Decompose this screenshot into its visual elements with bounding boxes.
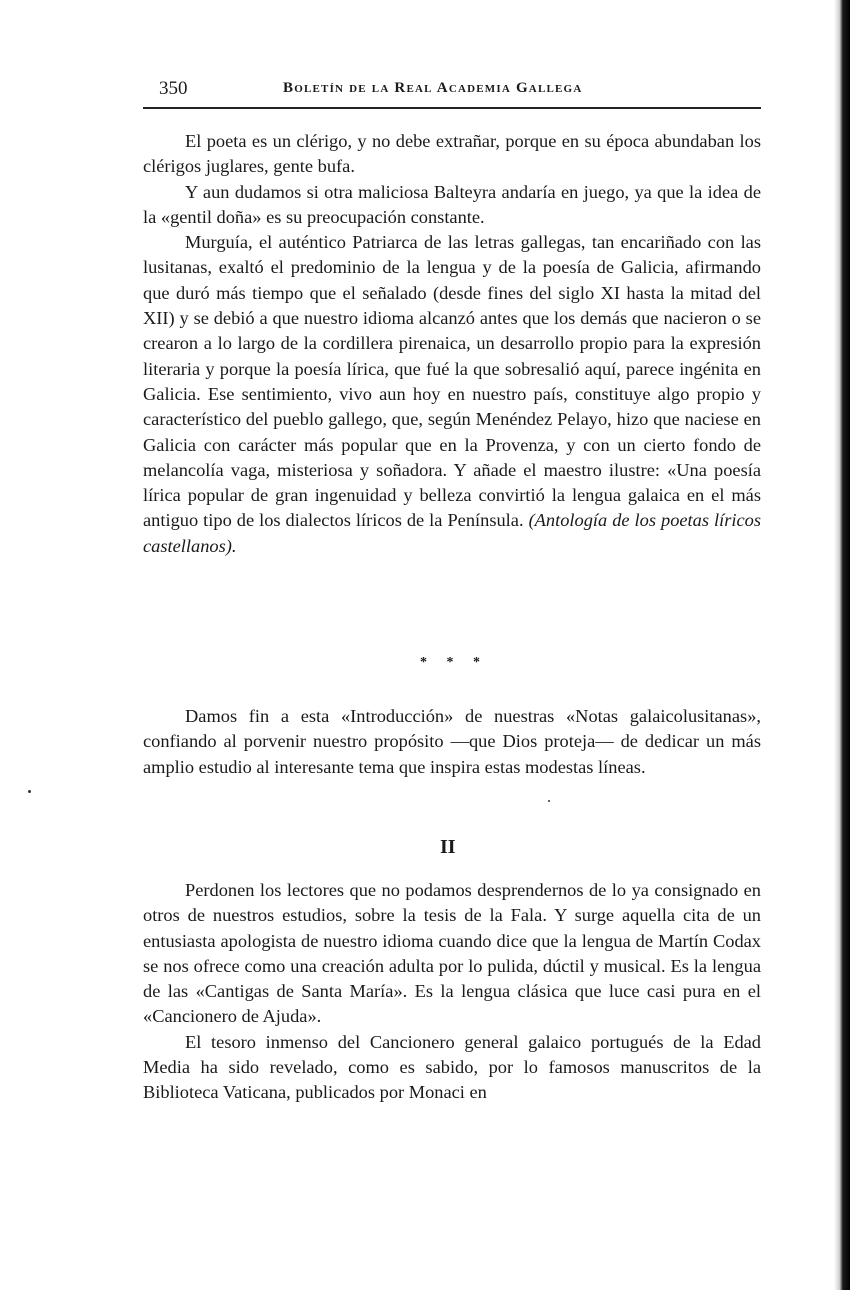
running-title: Boletín de la Real Academia Gallega: [283, 80, 583, 96]
section-heading: II: [440, 836, 456, 858]
section-one-text: [143, 129, 761, 559]
citation: (Antología de los poetas líricos castellanos).: [143, 510, 762, 556]
paragraph-murguia: [143, 230, 761, 559]
paragraph-poet-cleric: El poeta es un clérigo, y no debe extrañar, porque en su época abundaban los clérigos juglares, gente bufa.: [143, 131, 761, 177]
page-number: 350: [159, 78, 188, 99]
print-speck: [548, 800, 550, 802]
section-two-text: [143, 878, 761, 1106]
paragraph-balteyra: Y aun dudamos si otra maliciosa Balteyra andaría en juego, ya que la idea de la «gentil doña» es su preocupación constante.: [143, 181, 761, 227]
intro-close-text: [143, 704, 761, 780]
paragraph-fala: Perdonen los lectores que no podamos desprendernos de lo ya consignado en otros de nuestros estudios, sobre la tesis de la Fala. Y surge aquella cita de un entusiasta apologista de nuestro idioma cuando dice que la lengua de Martín Codax se nos ofrece como una creación adulta por lo pulida, dúctil y musical. Es la lengua de las «Cantigas de Santa María». Es la lengua clásica que luce casi pura en el «Cancionero de Ajuda».: [143, 880, 761, 1027]
page-edge-shadow: [834, 0, 850, 1290]
paragraph-cancionero: El tesoro inmenso del Cancionero general galaico portugués de la Edad Media ha sido revelado, como es sabido, por lo famosos manuscritos de la Biblioteca Vaticana, publicados por Monaci en: [143, 1031, 761, 1103]
page-header: [143, 76, 761, 106]
asterism: * * *: [420, 655, 488, 670]
header-rule: [143, 107, 761, 109]
print-speck: [28, 790, 31, 793]
paragraph-intro-close: Damos fin a esta «Introducción» de nuestras «Notas galaicolusitanas», confiando al porvenir nuestro propósito —que Dios proteja— de dedicar un más amplio estudio al interesante tema que inspira estas modestas líneas.: [143, 706, 761, 777]
murguia-text: Murguía, el auténtico Patriarca de las letras gallegas, tan encariñado con las lusitanas, exaltó el predominio de la lengua y de la poesía de Galicia, afirmando que duró más tiempo que el señalado (desde fines del siglo XI hasta la mitad del XII) y se debió a que nuestro idioma alcanzó antes que los demás que nacieron o se crearon a lo largo de la cordillera pirenaica, un desarrollo propio para la expresión literaria y porque la poesía lírica, que fué la que sobresalió aquí, parece ingénita en Galicia. Ese sentimiento, vivo aun hoy en nuestro país, constituye algo propio y característico del pueblo gallego, que, según Menéndez Pelayo, hizo que naciese en Galicia con carácter más popular que en la Provenza, y con un cierto fondo de melancolía vaga, misteriosa y soñadora. Y añade el maestro ilustre: «Una poesía lírica popular de gran ingenuidad y belleza convirtió la lengua galaica en el más antiguo tipo de los dialectos líricos de la Península.: [143, 232, 761, 531]
